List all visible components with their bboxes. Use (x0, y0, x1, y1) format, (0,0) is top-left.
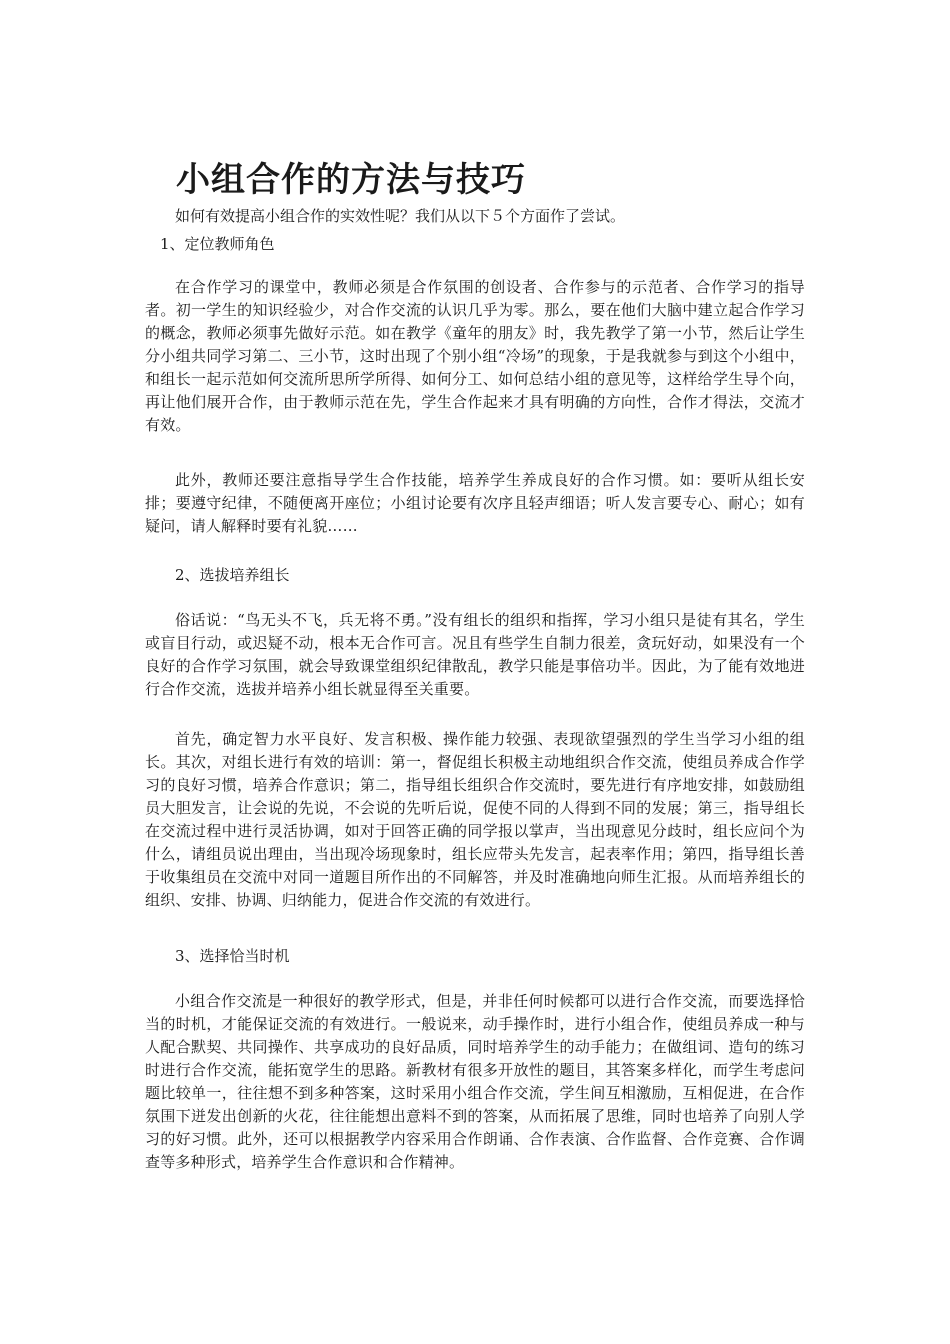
intro-paragraph: 如何有效提高小组合作的实效性呢？我们从以下５个方面作了尝试。 (175, 207, 626, 225)
section-heading-3: 3、选择恰当时机 (175, 947, 290, 965)
section-1-paragraph-1: 在合作学习的课堂中，教师必须是合作氛围的创设者、合作参与的示范者、合作学习的指导者。初一学生的知识经验少，对合作交流的认识几乎为零。那么，要在他们大脑中建立起合作学习的概念，教师必须事先做好示范。如在教学《童年的朋友》时，我先教学了第一小节，然后让学生分小组共同学习第二、三小节，这时出现了个别小组“冷场”的现象，于是我就参与到这个小组中，和组长一起示范如何交流所思所学所得、如何分工、如何总结小组的意见等，这样给学生导个向，再让他们展开合作，由于教师示范在先，学生合作起来才具有明确的方向性，合作才得法，交流才有效。 (145, 278, 805, 434)
section-2-paragraph-2: 首先，确定智力水平良好、发言积极、操作能力较强、表现欲望强烈的学生当学习小组的组长。其次，对组长进行有效的培训：第一，督促组长积极主动地组织合作交流，使组员养成合作学习的良好习惯，培养合作意识；第二，指导组长组织合作交流时，要先进行有序地安排，如鼓励组员大胆发言，让会说的先说，不会说的先听后说，促使不同的人得到不同的发展；第三，指导组长在交流过程中进行灵活协调，如对于回答正确的同学报以掌声，当出现意见分歧时，组长应问个为什么，请组员说出理由，当出现冷场现象时，组长应带头先发言，起表率作用；第四，指导组长善于收集组员在交流中对同一道题目所作出的不同解答，并及时准确地向师生汇报。从而培养组长的组织、安排、协调、归纳能力，促进合作交流的有效进行。 (145, 730, 805, 909)
section-3-paragraph-1: 小组合作交流是一种很好的教学形式，但是，并非任何时候都可以进行合作交流，而要选择恰当的时机，才能保证交流的有效进行。一般说来，动手操作时，进行小组合作，使组员养成一种与人配合默契、共同操作、共享成功的良好品质，同时培养学生的动手能力；在做组词、造句的练习时进行合作交流，能拓宽学生的思路。新教材有很多开放性的题目，其答案多样化，而学生考虑问题比较单一，往往想不到多种答案，这时采用小组合作交流，学生间互相激励，互相促进，在合作氛围下迸发出创新的火花，往往能想出意料不到的答案，从而拓展了思维，同时也培养了向别人学习的好习惯。此外，还可以根据教学内容采用合作朗诵、合作表演、合作监督、合作竞赛、合作调查等多种形式，培养学生合作意识和合作精神。 (145, 992, 805, 1171)
section-1-paragraph-2: 此外，教师还要注意指导学生合作技能，培养学生养成良好的合作习惯。如：要听从组长安排；要遵守纪律，不随便离开座位；小组讨论要有次序且轻声细语；听人发言要专心、耐心；如有疑问，请人解释时要有礼貌…… (145, 471, 805, 535)
section-heading-2: 2、选拔培养组长 (175, 566, 290, 584)
document-title: 小组合作的方法与技巧 (176, 160, 526, 200)
section-2-paragraph-1: 俗话说：“鸟无头不飞，兵无将不勇。”没有组长的组织和指挥，学习小组只是徒有其名，学生或盲目行动，或迟疑不动，根本无合作可言。况且有些学生自制力很差，贪玩好动，如果没有一个良好的合作学习氛围，就会导致课堂组织纪律散乱，教学只能是事倍功半。因此，为了能有效地进行合作交流，选拔并培养小组长就显得至关重要。 (145, 611, 805, 698)
section-heading-1: 1、定位教师角色 (160, 235, 275, 253)
